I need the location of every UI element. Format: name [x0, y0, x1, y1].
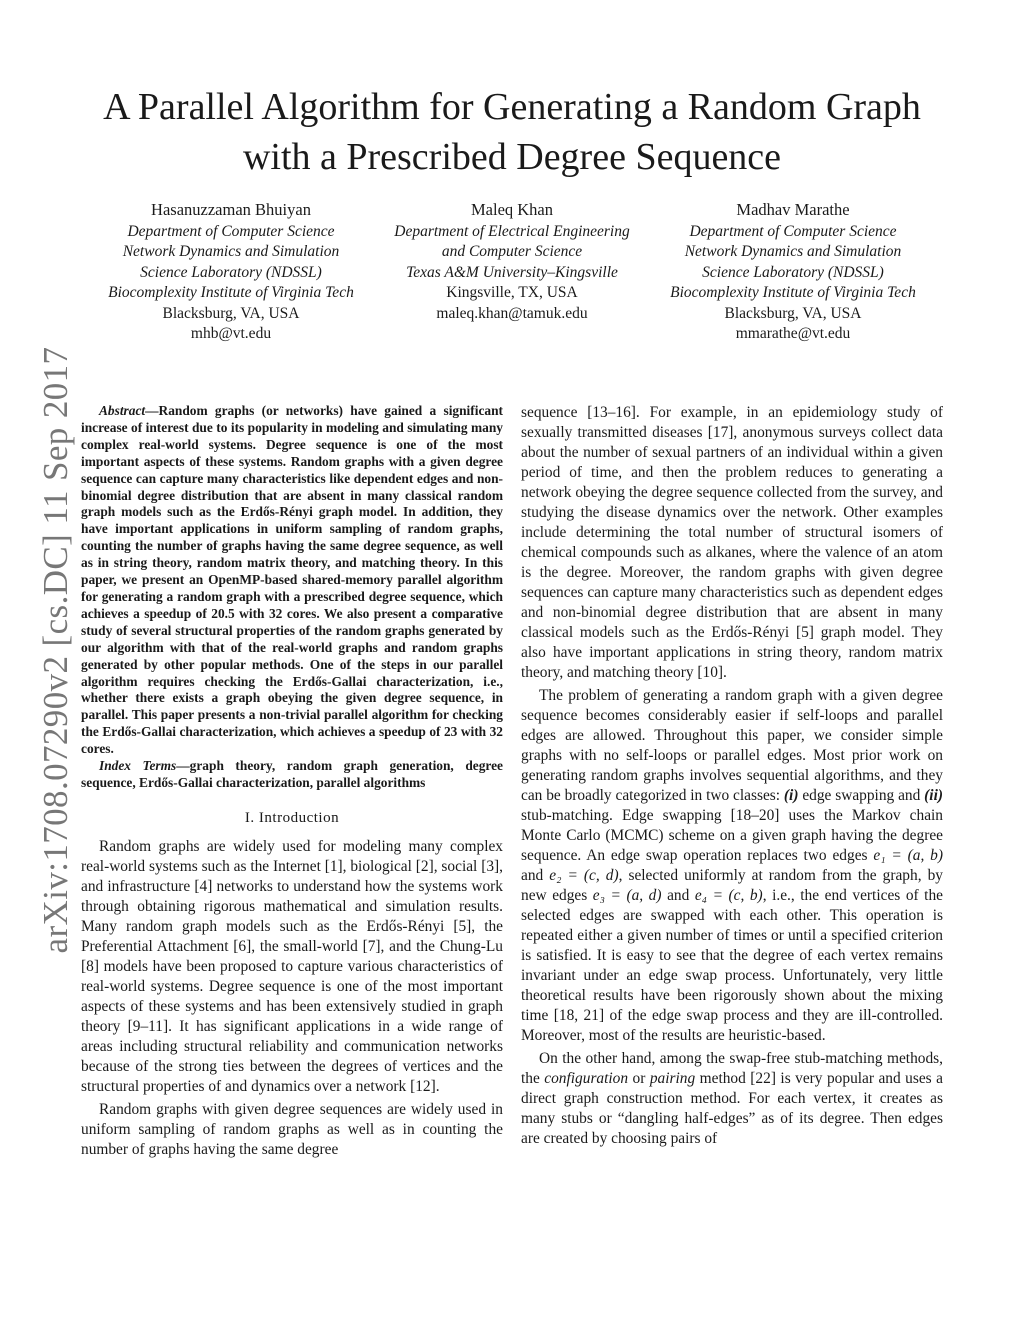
author-location: Kingsville, TX, USA	[446, 284, 578, 301]
math-edge-e3: e₃ = (a, d)	[592, 887, 662, 904]
right-paragraph-2	[521, 686, 943, 1046]
term-configuration: configuration	[544, 1070, 629, 1087]
index-terms	[81, 758, 503, 792]
author-affiliation-line: Texas A&M University–Kingsville	[406, 263, 618, 281]
abstract-text: —Random graphs (or networks) have gained a significant increase of interest due to its popularity in modeling and simulating many complex real-world systems. Degree sequence is one of the most important aspects of these systems. Random graphs with a given degree sequence can capture many characteristics like dependent edges and non-binomial degree distribution that are absent in many classical random graph models such as the Erdős-Rényi graph model. In addition, they have important applications in uniform sampling of random graphs, counting the number of graphs having the same degree sequence, as well as in string theory, random matrix theory, and matching theory. In this paper, we present an OpenMP-based shared-memory parallel algorithm for generating a random graph with a prescribed degree sequence, which achieves a speedup of 20.5 with 32 cores. We also present a comparative study of several structural properties of the random graphs generated by our algorithm with that of the real-world graphs and random graphs generated by other popular methods. One of the steps in our parallel algorithm requires checking the Erdős-Gallai characterization, i.e., whether there exists a graph obeying the given degree sequence, in parallel. This paper presents a non-trivial parallel algorithm for checking the Erdős-Gallai characterization, which achieves a speedup of 23 with 32 cores.	[81, 403, 503, 757]
author-affiliation-line: Network Dynamics and Simulation	[122, 243, 340, 260]
author-affiliation-line: Science Laboratory (NDSSL)	[140, 263, 322, 281]
author-name: Maleq Khan	[470, 200, 554, 219]
text-run: or	[628, 1070, 650, 1087]
index-terms-text: —graph theory, random graph generation, degree sequence, Erdős-Gallai characterization, parallel algorithms	[81, 758, 503, 790]
author-affiliation-line: Department of Computer Science	[127, 222, 335, 240]
author-email[interactable]: mhb@vt.edu	[190, 325, 272, 342]
section-heading-introduction: I. Introduction	[244, 809, 340, 826]
right-paragraph-3	[521, 1049, 943, 1149]
arxiv-identifier[interactable]: arXiv:1708.07290v2 [cs.DC] 11 Sep 2017	[36, 346, 75, 954]
text-run: and	[661, 887, 695, 904]
text-run: On the other hand, among the swap-free stub-matching methods, the	[521, 1050, 943, 1087]
author-affiliation-line: Network Dynamics and Simulation	[684, 243, 902, 260]
intro-paragraph-2: Random graphs with given degree sequences are widely used in uniform sampling of random graphs as well as in counting the number of graphs having the same degree	[81, 1100, 503, 1158]
right-column	[521, 403, 943, 1152]
enum-marker-i: (i)	[783, 787, 799, 804]
author-affiliation-line: Department of Electrical Engineering	[394, 222, 630, 240]
text-run: The problem of generating a random graph with a given degree sequence becomes considerably easier if self-loops and parallel edges are allowed. Throughout this paper, we consider simple graphs with no self-loops or parallel edges. Most prior work on generating random graphs involves sequential algorithms, and they can be broadly categorized in two classes:	[521, 687, 943, 804]
author-affiliation-line: Department of Computer Science	[689, 222, 897, 240]
text-run: edge swapping and	[798, 787, 925, 804]
text-run: and	[521, 867, 550, 884]
author-name: Hasanuzzaman Bhuiyan	[151, 200, 311, 219]
author-affiliation-line: Science Laboratory (NDSSL)	[702, 263, 884, 281]
author-1	[81, 200, 381, 345]
author-location: Blacksburg, VA, USA	[724, 304, 862, 322]
author-2	[362, 200, 662, 324]
math-edge-e2: e₂ = (c, d)	[549, 867, 619, 884]
text-run: method [22] is very popular and uses a direct graph construction method. For each vertex, it creates as many stubs or “dangling half-edges” as of its degree. Then edges are created by choosing pairs of	[521, 1070, 943, 1147]
right-paragraph-1: sequence [13–16]. For example, in an epidemiology study of sexually transmitted diseases [17], anonymous surveys collect data about the number of sexual partners of an individual within a given period of time, and then the problem reduces to generating a network obeying the degree sequence collected from the survey, and studying the disease dynamics over the network. Other examples include determining the total number of structural isomers of chemical compounds such as alkanes, where the valence of an atom is the degree. Moreover, the random graphs with given degree sequences can capture many characteristics such as dependent edges and non-binomial degree distribution that are absent in many classical models such as the Erdős-Rényi [5] graph model. They also have important applications in string theory, random matrix theory, and matching theory [10].	[521, 404, 943, 681]
author-name: Madhav Marathe	[736, 200, 850, 219]
text-run: , selected uniformly at random from the graph, by new edges	[521, 867, 943, 904]
index-terms-label: Index Terms	[99, 758, 177, 774]
author-email[interactable]: maleq.khan@tamuk.edu	[436, 304, 588, 322]
intro-paragraph-1: Random graphs are widely used for modeling many complex real-world systems such as the Internet [1], biological [2], social [3], and infrastructure [4] networks to understand how the systems work through obtaining rigorous mathematical and simulation results. Many random graph models such as the Erdős-Rényi [5], the Preferential Attachment [6], the small-world [7], and the Chung-Lu [8] models have been proposed to capture various characteristics of real-world systems. Degree sequence is one of the most important aspects of these systems and has been extensively studied in graph theory [9–11]. It has significant applications in a wide range of areas including structural reliability and communication networks because of the strong ties between the degrees of vertices and the structural properties of and dynamics over a network [12].	[81, 837, 503, 1095]
author-affiliation-line: Biocomplexity Institute of Virginia Tech	[670, 284, 916, 301]
abstract	[81, 403, 503, 758]
author-affiliation-line: and Computer Science	[441, 243, 583, 260]
term-pairing: pairing	[649, 1070, 696, 1087]
left-column	[81, 403, 503, 1163]
text-run: stub-matching. Edge swapping [18–20] uses the Markov chain Monte Carlo (MCMC) scheme on a given graph having the degree sequence. An edge swap operation replaces two edges	[521, 807, 943, 864]
enum-marker-ii: (ii)	[924, 787, 943, 804]
author-location: Blacksburg, VA, USA	[162, 304, 300, 322]
author-3	[643, 200, 943, 345]
text-run: , i.e., the end vertices of the selected edges are swapped with each other. This operation is repeated either a given number of times or until a specified criterion is satisfied. It is easy to see that the degree of each vertex remains invariant under an edge swap process. Unfortunately, very little theoretical results have been rigorously shown about the mixing time [18, 21] of the edge swap process and they are ill-controlled. Moreover, most of the results are heuristic-based.	[521, 887, 943, 1044]
author-affiliation-line: Biocomplexity Institute of Virginia Tech	[108, 284, 354, 301]
abstract-label: Abstract	[99, 403, 146, 418]
paper-title: A Parallel Algorithm for Generating a Random Graph with a Prescribed Degree Sequence	[103, 86, 921, 178]
math-edge-e4: e₄ = (c, b)	[694, 887, 763, 904]
math-edge-e1: e₁ = (a, b)	[873, 847, 943, 864]
author-email[interactable]: mmarathe@vt.edu	[735, 325, 851, 342]
